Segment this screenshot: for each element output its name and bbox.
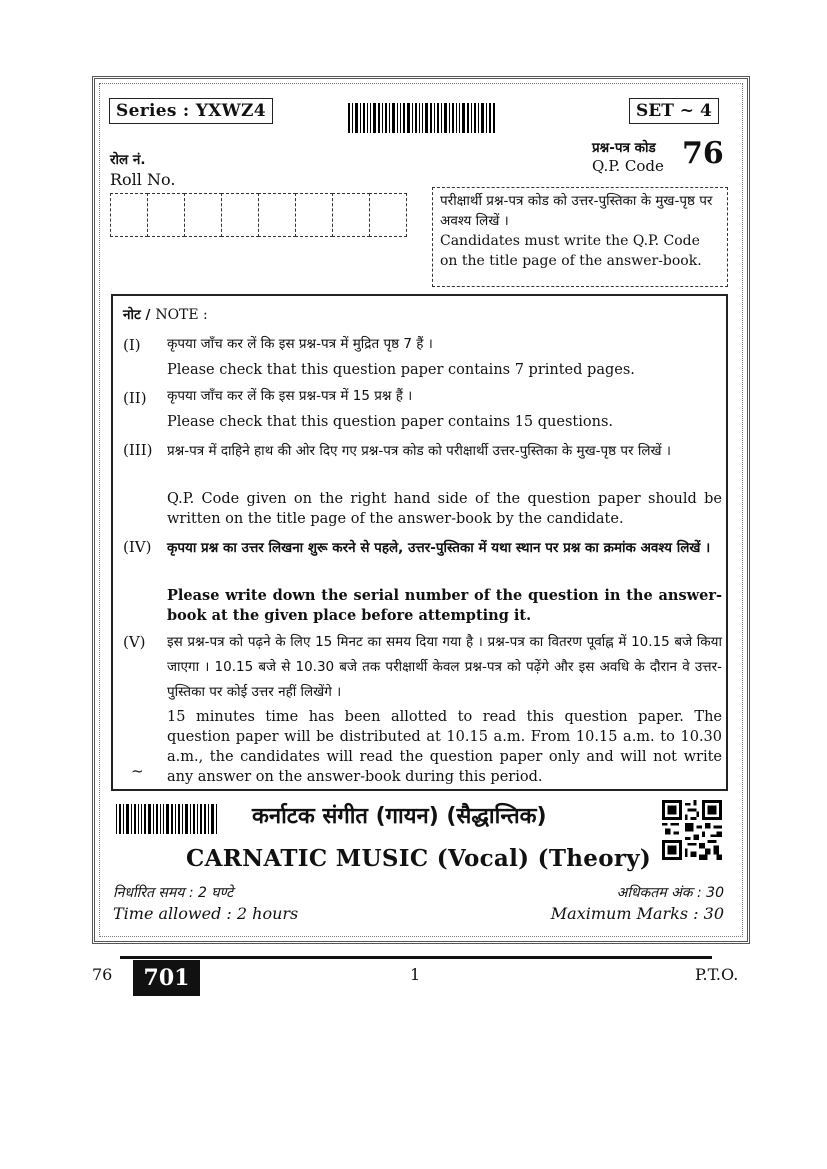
roll-digit-box[interactable] <box>147 193 185 237</box>
note-heading-hindi: नोट / <box>123 307 151 323</box>
note-item-english: Please check that this question paper contains 15 questions. <box>167 414 613 430</box>
notice-english: Candidates must write the Q.P. Code on the title page of the answer-book. <box>440 233 702 269</box>
roll-digit-box[interactable] <box>221 193 259 237</box>
roll-label-hindi: रोल नं. <box>110 152 146 168</box>
qp-code-notice <box>432 187 728 287</box>
note-heading-english: NOTE : <box>155 307 208 323</box>
set-label: SET ~ 4 <box>629 98 719 124</box>
roll-digit-box[interactable] <box>184 193 222 237</box>
note-box <box>111 294 728 791</box>
note-item-number: (IV) <box>123 538 152 556</box>
top-barcode <box>348 103 518 133</box>
note-item-number: (V) <box>123 633 146 651</box>
time-allowed: Time allowed : 2 hours <box>113 904 299 923</box>
qp-code-value: 76 <box>682 136 724 171</box>
note-item-hindi: प्रश्न-पत्र में दाहिने हाथ की ओर दिए गए प्रश्न-पत्र कोड को परीक्षार्थी उत्तर-पुस्तिका के मुख-पृष्ठ पर लिखें । <box>167 443 671 459</box>
note-item-english: Please write down the serial number of the question in the answer-book at the given place before attempting it. <box>167 587 722 624</box>
qr-code <box>662 800 722 860</box>
pto-label: P.T.O. <box>695 965 739 984</box>
note-item-hindi: कृपया जाँच कर लें कि इस प्रश्न-पत्र में 15 प्रश्न हैं । <box>167 388 413 404</box>
roll-number-boxes[interactable] <box>110 193 406 237</box>
subject-title-hindi: कर्नाटक संगीत (गायन) (सैद्धान्तिक) <box>252 804 547 829</box>
note-item-number: (II) <box>123 389 147 407</box>
footer-rule <box>120 956 712 959</box>
tilde-mark: ~ <box>131 762 144 780</box>
roll-digit-box[interactable] <box>110 193 148 237</box>
time-allowed-hindi: निर्धारित समय : 2 घण्टे <box>113 885 234 901</box>
qp-code-label-hindi: प्रश्न-पत्र कोड <box>592 140 656 156</box>
note-item-english: Please check that this question paper contains 7 printed pages. <box>167 362 635 378</box>
note-item-hindi: कृपया जाँच कर लें कि इस प्रश्न-पत्र में मुद्रित पृष्ठ 7 हैं । <box>167 336 433 352</box>
bottom-barcode <box>116 804 234 834</box>
note-item-english: Q.P. Code given on the right hand side of the question paper should be written on the title page of the answer-book by the candidate. <box>167 491 722 527</box>
roll-digit-box[interactable] <box>369 193 407 237</box>
roll-digit-box[interactable] <box>332 193 370 237</box>
note-item-hindi: कृपया प्रश्न का उत्तर लिखना शुरू करने से पहले, उत्तर-पुस्तिका में यथा स्थान पर प्रश्न का क्रमांक अवश्य लिखें । <box>167 540 711 556</box>
max-marks: Maximum Marks : 30 <box>550 904 724 923</box>
page-number: 1 <box>410 965 421 984</box>
roll-digit-box[interactable] <box>295 193 333 237</box>
max-marks-hindi: अधिकतम अंक : 30 <box>616 885 724 901</box>
note-item-english: 15 minutes time has been allotted to read this question paper. The question paper will be distributed at 10.15 a.m. From 10.15 a.m. to 10.30 a.m., the candidates will read the question paper only and will not write any answer on the answer-book during this period. <box>167 709 722 785</box>
note-heading <box>123 305 208 323</box>
paper-code-badge: 701 <box>133 960 200 996</box>
subject-title: CARNATIC MUSIC (Vocal) (Theory) <box>186 845 652 872</box>
note-item-number: (III) <box>123 441 153 459</box>
roll-label: Roll No. <box>110 170 176 189</box>
roll-digit-box[interactable] <box>258 193 296 237</box>
qp-code-label: Q.P. Code <box>592 157 664 175</box>
notice-hindi: परीक्षार्थी प्रश्न-पत्र कोड को उत्तर-पुस्तिका के मुख-पृष्ठ पर अवश्य लिखें । <box>440 193 713 229</box>
series-label: Series : YXWZ4 <box>109 98 273 124</box>
note-item-number: (I) <box>123 336 141 354</box>
footer-qp-code: 76 <box>92 965 113 984</box>
note-item-hindi: इस प्रश्न-पत्र को पढ़ने के लिए 15 मिनट का समय दिया गया है । प्रश्न-पत्र का वितरण पूर्वाह्न में 10.15 बजे किया जाएगा । 10.15 बजे से 10.30 बजे तक परीक्षार्थी केवल प्रश्न-पत्र को पढ़ेंगे और इस अवधि के दौरान वे उत्तर-पुस्तिका पर कोई उत्तर नहीं लिखेंगे । <box>167 634 722 700</box>
